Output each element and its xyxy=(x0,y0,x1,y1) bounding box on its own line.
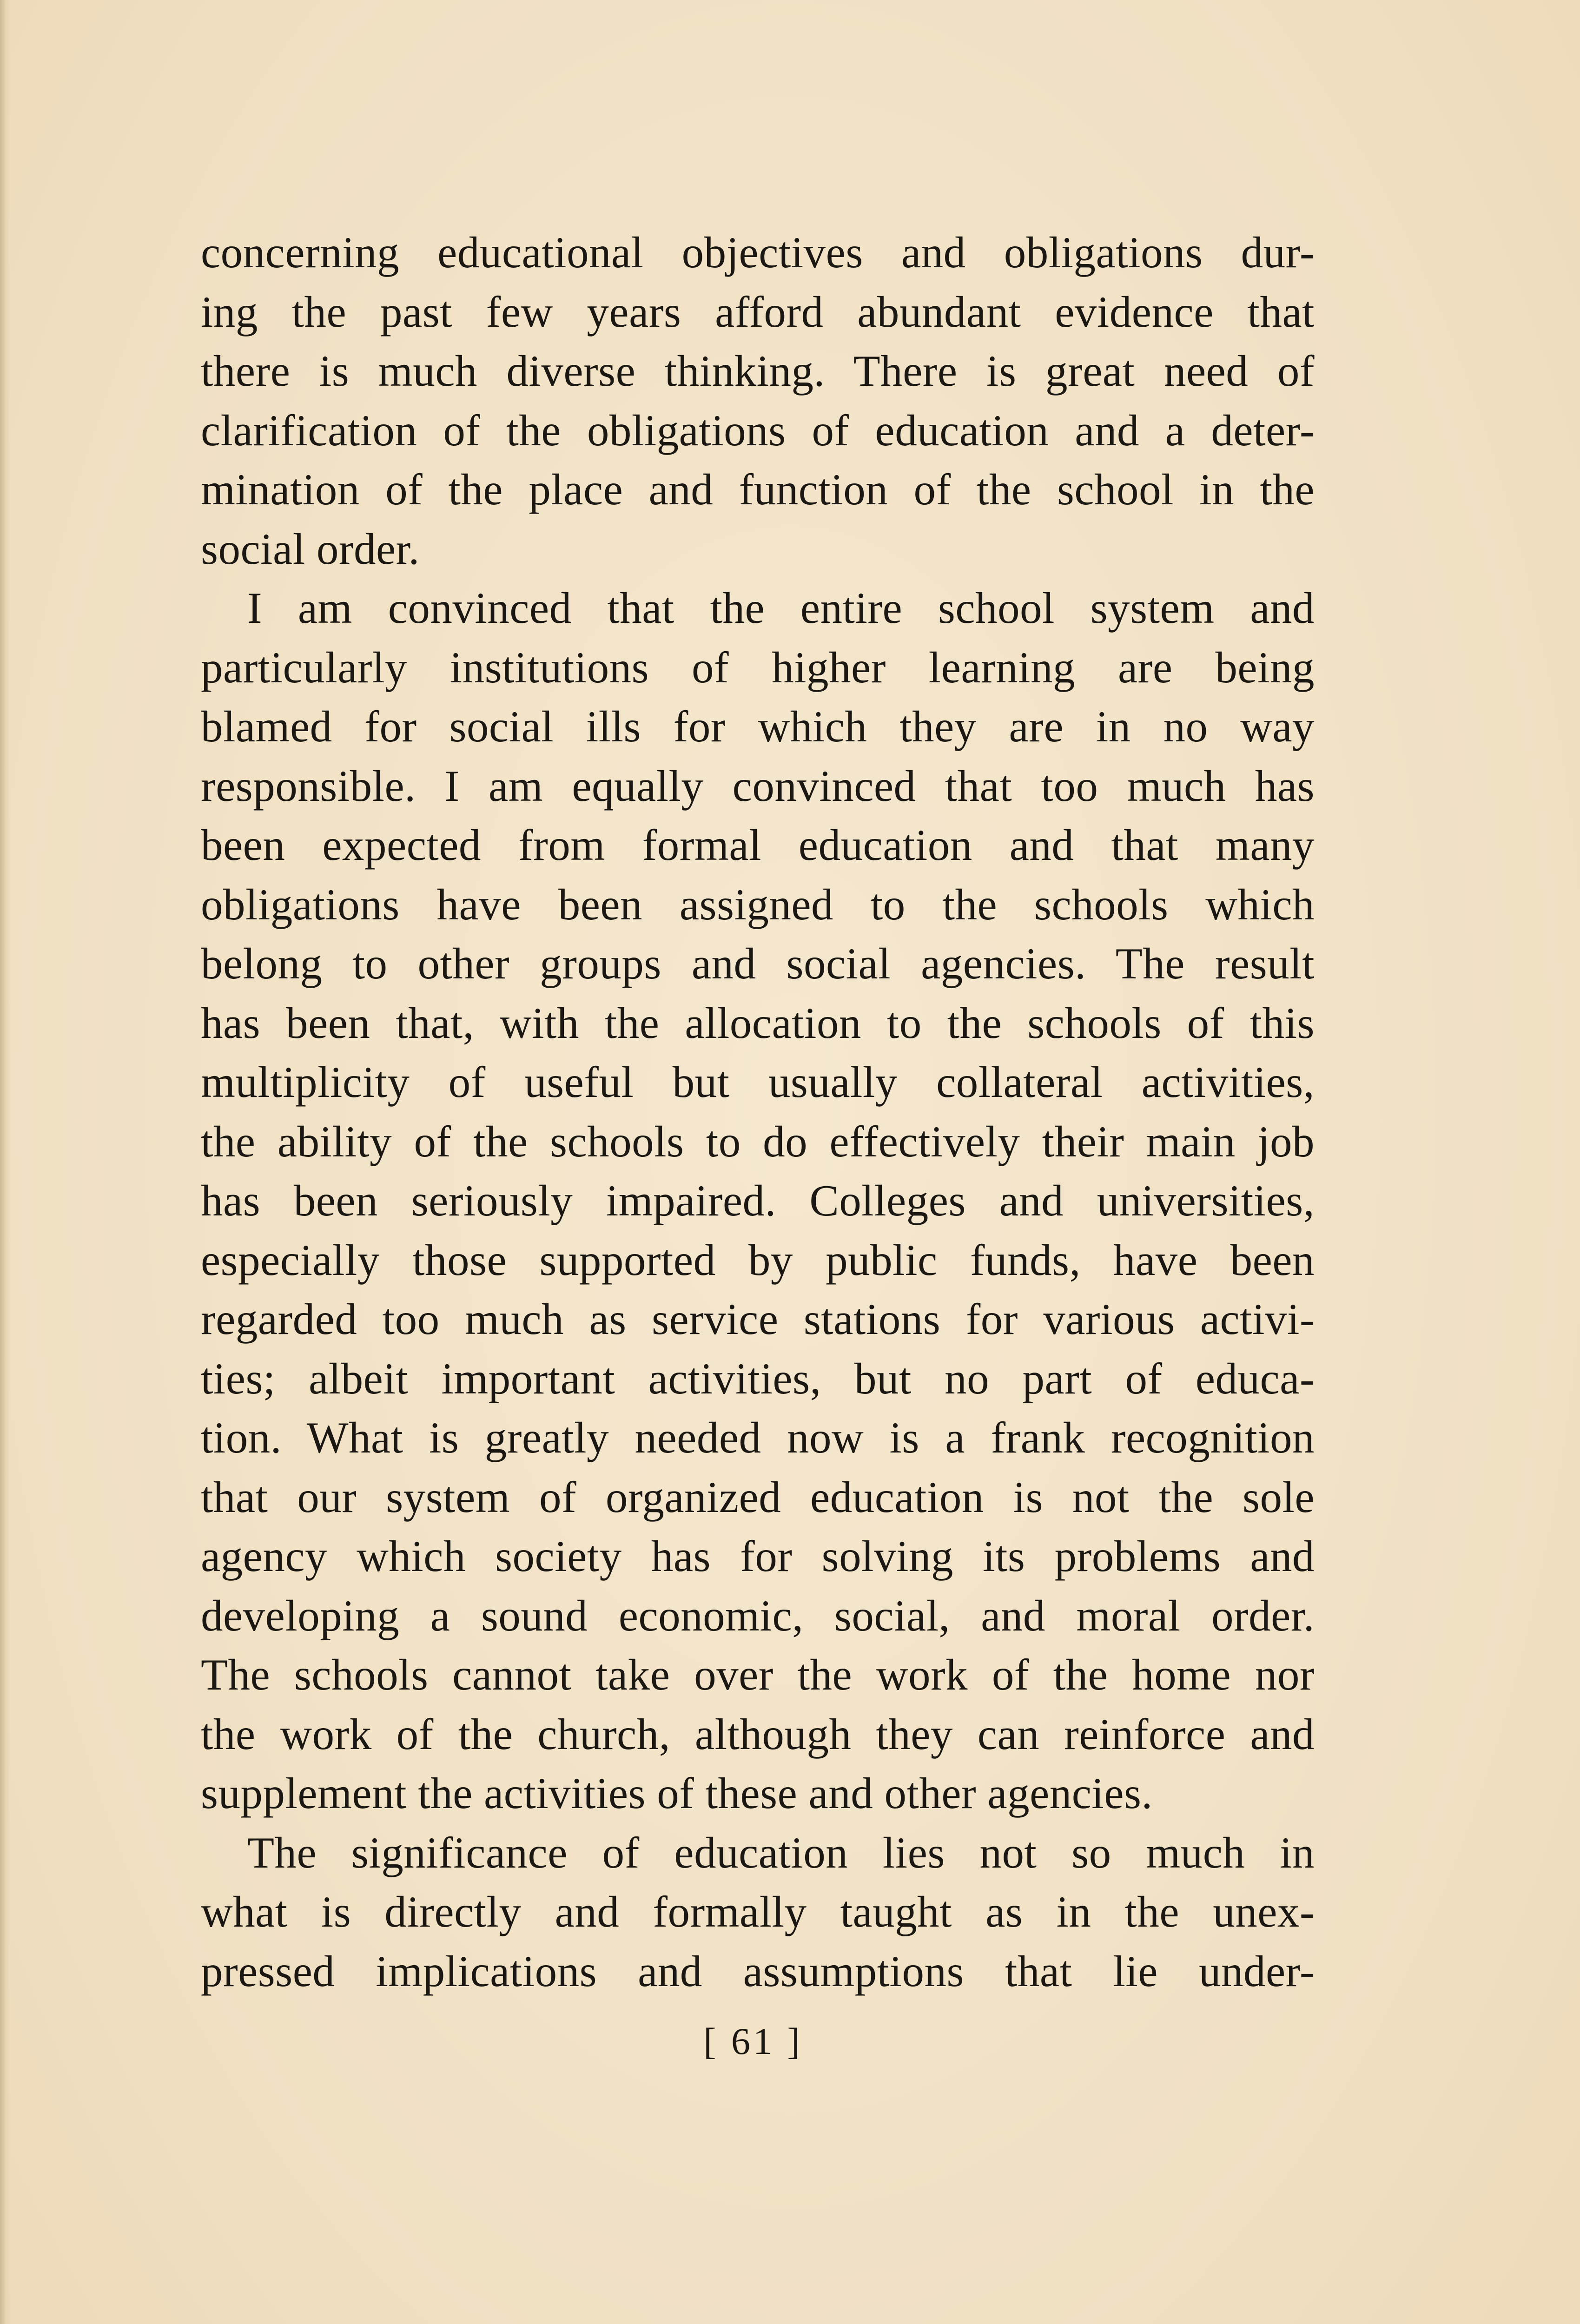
text-line: pressed implications and assumptions that lie under- xyxy=(201,1946,1315,1996)
text-line: obligations have been assigned to the schools which xyxy=(201,879,1315,929)
binding-edge xyxy=(0,0,10,2324)
text-line: has been seriously impaired. Colleges and universities, xyxy=(201,1176,1315,1225)
text-line: ing the past few years afford abundant evidence that xyxy=(201,287,1315,337)
text-line: the work of the church, although they can reinforce and xyxy=(201,1709,1315,1759)
text-line: The schools cannot take over the work of the home nor xyxy=(201,1650,1315,1699)
text-line: responsible. I am equally convinced that too much has xyxy=(201,761,1315,811)
text-line: mination of the place and function of the school in the xyxy=(201,465,1315,514)
text-line: regarded too much as service stations for various activi- xyxy=(201,1294,1315,1344)
text-line: clarification of the obligations of education and a deter- xyxy=(201,405,1315,455)
text-line: that our system of organized education is not the sole xyxy=(201,1472,1315,1522)
text-line: been expected from formal education and that many xyxy=(201,820,1315,870)
body-text xyxy=(201,223,1315,2001)
paragraph-3 xyxy=(201,1823,1315,2001)
text-line: ties; albeit important activities, but no part of educa- xyxy=(201,1353,1315,1403)
text-line: blamed for social ills for which they are in no way xyxy=(201,702,1315,751)
paragraph-2 xyxy=(201,579,1315,1823)
text-line: what is directly and formally taught as in the unex- xyxy=(201,1887,1315,1936)
text-line: concerning educational objectives and obligations dur- xyxy=(201,228,1315,277)
text-line: supplement the activities of these and other agencies. xyxy=(201,1769,1153,1818)
text-line: multiplicity of useful but usually collateral activities, xyxy=(201,1057,1315,1107)
text-line: belong to other groups and social agencies. The result xyxy=(201,939,1315,988)
text-line: social order. xyxy=(201,524,420,574)
text-line: particularly institutions of higher learning are being xyxy=(201,642,1315,692)
text-line: has been that, with the allocation to the schools of this xyxy=(201,998,1315,1048)
text-line: I am convinced that the entire school system and xyxy=(247,583,1315,633)
page-number: [ 61 ] xyxy=(703,2020,803,2062)
text-line: The significance of education lies not so much in xyxy=(247,1828,1315,1877)
text-line: especially those supported by public funds, have been xyxy=(201,1235,1315,1285)
text-line: there is much diverse thinking. There is great need of xyxy=(201,346,1315,396)
text-line: tion. What is greatly needed now is a frank recognition xyxy=(201,1413,1315,1462)
text-line: agency which society has for solving its problems and xyxy=(201,1532,1315,1581)
text-line: the ability of the schools to do effectively their main job xyxy=(201,1116,1315,1166)
paragraph-1 xyxy=(201,223,1315,579)
text-line: developing a sound economic, social, and moral order. xyxy=(201,1591,1315,1640)
